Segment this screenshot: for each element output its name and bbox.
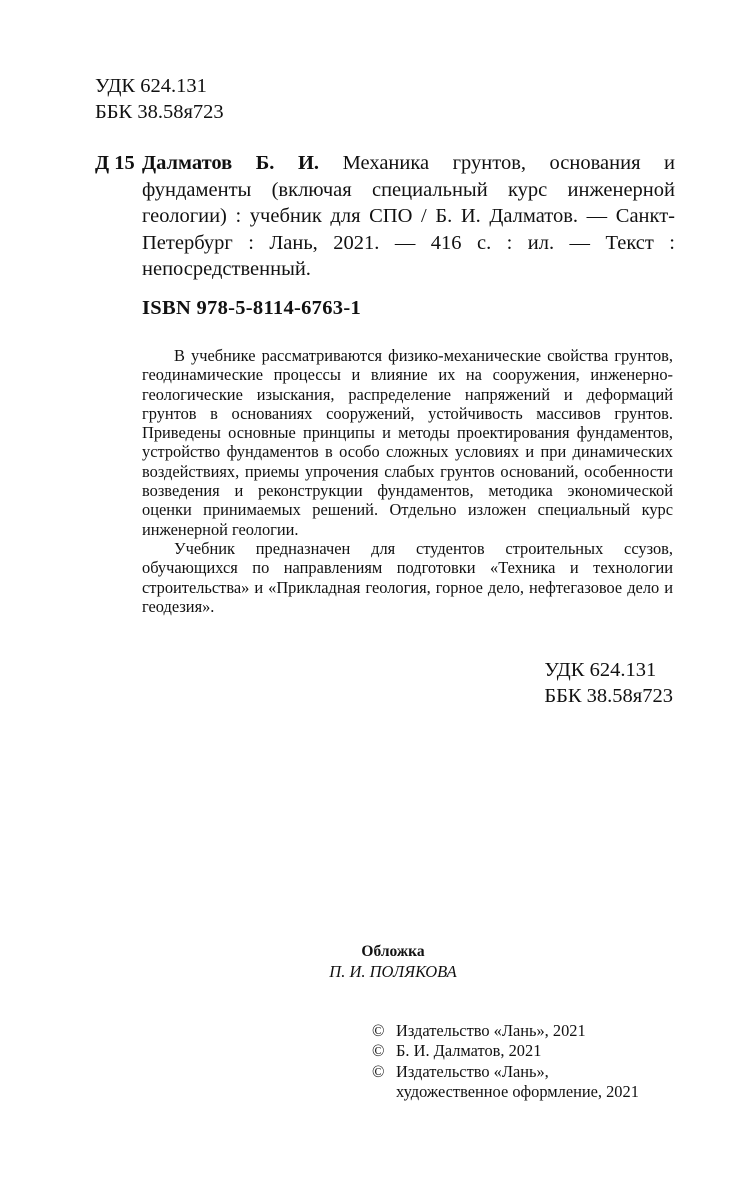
bibliographic-record [95, 150, 675, 283]
copyright-line [372, 1041, 639, 1061]
copyright-symbol: © [372, 1061, 385, 1081]
classification-codes-top [95, 73, 224, 125]
bibliographic-description: Механика грунтов, основания и фундаменты (включая специальный курс инженерной геологии) : учебник для СПО / Б. И. Далматов. — Санкт-Петербург : Лань, 2021. — 416 с. : ил. — Текст : непосредственный. [142, 152, 676, 280]
copyright-line [372, 1021, 639, 1041]
copyright-publisher: Издательство «Лань», 2021 [396, 1021, 586, 1040]
copyright-symbol: © [372, 1041, 385, 1061]
author-mark: Д 15 [95, 152, 135, 174]
annotation-paragraph-2: Учебник предназначен для студентов строительных ссузов, обучающихся по направлениям подготовки «Техника и технологии строительства» и «Прикладная геология, горное дело, нефтегазовое дело и геодезия». [142, 538, 673, 616]
copyright-block [372, 1021, 639, 1102]
cover-credit [0, 942, 756, 983]
copyright-design-note: художественное оформление, 2021 [396, 1081, 639, 1101]
author-name: Далматов Б. И. [142, 152, 320, 174]
copyright-author: Б. И. Далматов, 2021 [396, 1041, 542, 1061]
udk-code: УДК 624.131 [95, 75, 207, 97]
classification-codes-bottom [544, 657, 673, 709]
isbn: ISBN 978-5-8114-6763-1 [142, 297, 362, 319]
bbk-code: ББК 38.58я723 [95, 101, 224, 123]
cover-label: Обложка [361, 943, 425, 960]
bbk-code-bottom: ББК 38.58я723 [544, 685, 673, 707]
annotation [142, 346, 673, 616]
copyright-line [372, 1062, 639, 1082]
copyright-design-publisher: Издательство «Лань», [396, 1061, 549, 1081]
copyright-symbol: © [372, 1021, 385, 1040]
annotation-paragraph-1: В учебнике рассматриваются физико-механические свойства грунтов, геодинамические процессы и влияние их на сооружения, инженерно-геологические изыскания, распределение напряжений и деформаций грунтов в основаниях сооружений, устойчивость массивов грунтов. Приведены основные принципы и методы проектирования фундаментов, устройство фундаментов в особо сложных условиях и при динамических воздействиях, приемы упрочения слабых грунтов оснований, особенности возведения и реконструкции фундаментов, методика экономической оценки принимаемых решений. Отдельно изложен специальный курс инженерной геологии. [142, 346, 673, 539]
cover-artist: П. И. ПОЛЯКОВА [329, 962, 457, 981]
udk-code-bottom: УДК 624.131 [544, 659, 657, 681]
bibliographic-entry [142, 150, 675, 283]
